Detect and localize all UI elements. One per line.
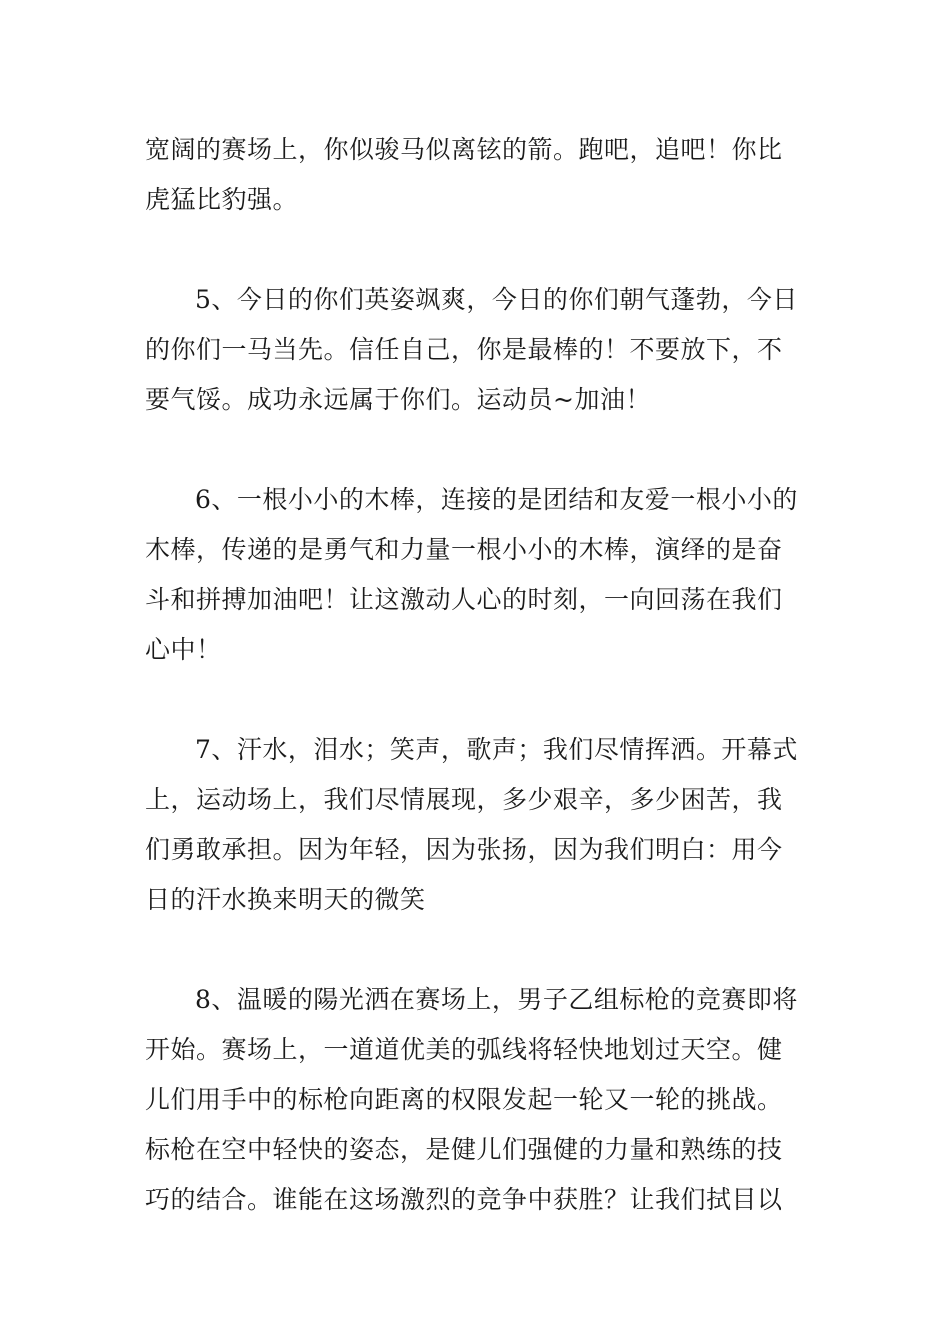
paragraph-8-first-line: 8、温暖的陽光洒在赛场上，男子乙组标枪的竞赛即将: [195, 985, 798, 1014]
text-line: 们勇敢承担。因为年轻，因为张扬，因为我们明白：用今: [145, 835, 783, 864]
text-line: 要气馁。成功永远属于你们。运动员~加油！: [145, 385, 651, 414]
paragraph-5-first-line: 5、今日的你们英姿飒爽，今日的你们朝气蓬勃，今日: [195, 285, 798, 314]
text-line: 虎猛比豹强。: [145, 185, 299, 214]
text-line: 开始。赛场上，一道道优美的弧线将轻快地划过天空。健: [145, 1035, 783, 1064]
paragraph-6-first-line: 6、一根小小的木棒，连接的是团结和友爱一根小小的: [195, 485, 798, 514]
text-line: 宽阔的赛场上，你似骏马似离铉的箭。跑吧，追吧！你比: [145, 135, 783, 164]
text-line: 上，运动场上，我们尽情展现，多少艰辛，多少困苦，我: [145, 785, 783, 814]
text-line: 标枪在空中轻快的姿态，是健儿们强健的力量和熟练的技: [145, 1135, 783, 1164]
text-line: 日的汗水换来明天的微笑: [145, 885, 426, 914]
paragraph-7-first-line: 7、汗水，泪水；笑声，歌声；我们尽情挥洒。开幕式: [195, 735, 798, 764]
text-line: 儿们用手中的标枪向距离的权限发起一轮又一轮的挑战。: [145, 1085, 783, 1114]
text-line: 的你们一马当先。信任自己，你是最棒的！不要放下，不: [145, 335, 783, 364]
text-line: 斗和拼搏加油吧！让这激动人心的时刻，一向回荡在我们: [145, 585, 783, 614]
text-line: 巧的结合。谁能在这场激烈的竞争中获胜？让我们拭目以: [145, 1185, 783, 1214]
text-line: 木棒，传递的是勇气和力量一根小小的木棒，演绎的是奋: [145, 535, 783, 564]
text-line: 心中！: [145, 635, 222, 664]
